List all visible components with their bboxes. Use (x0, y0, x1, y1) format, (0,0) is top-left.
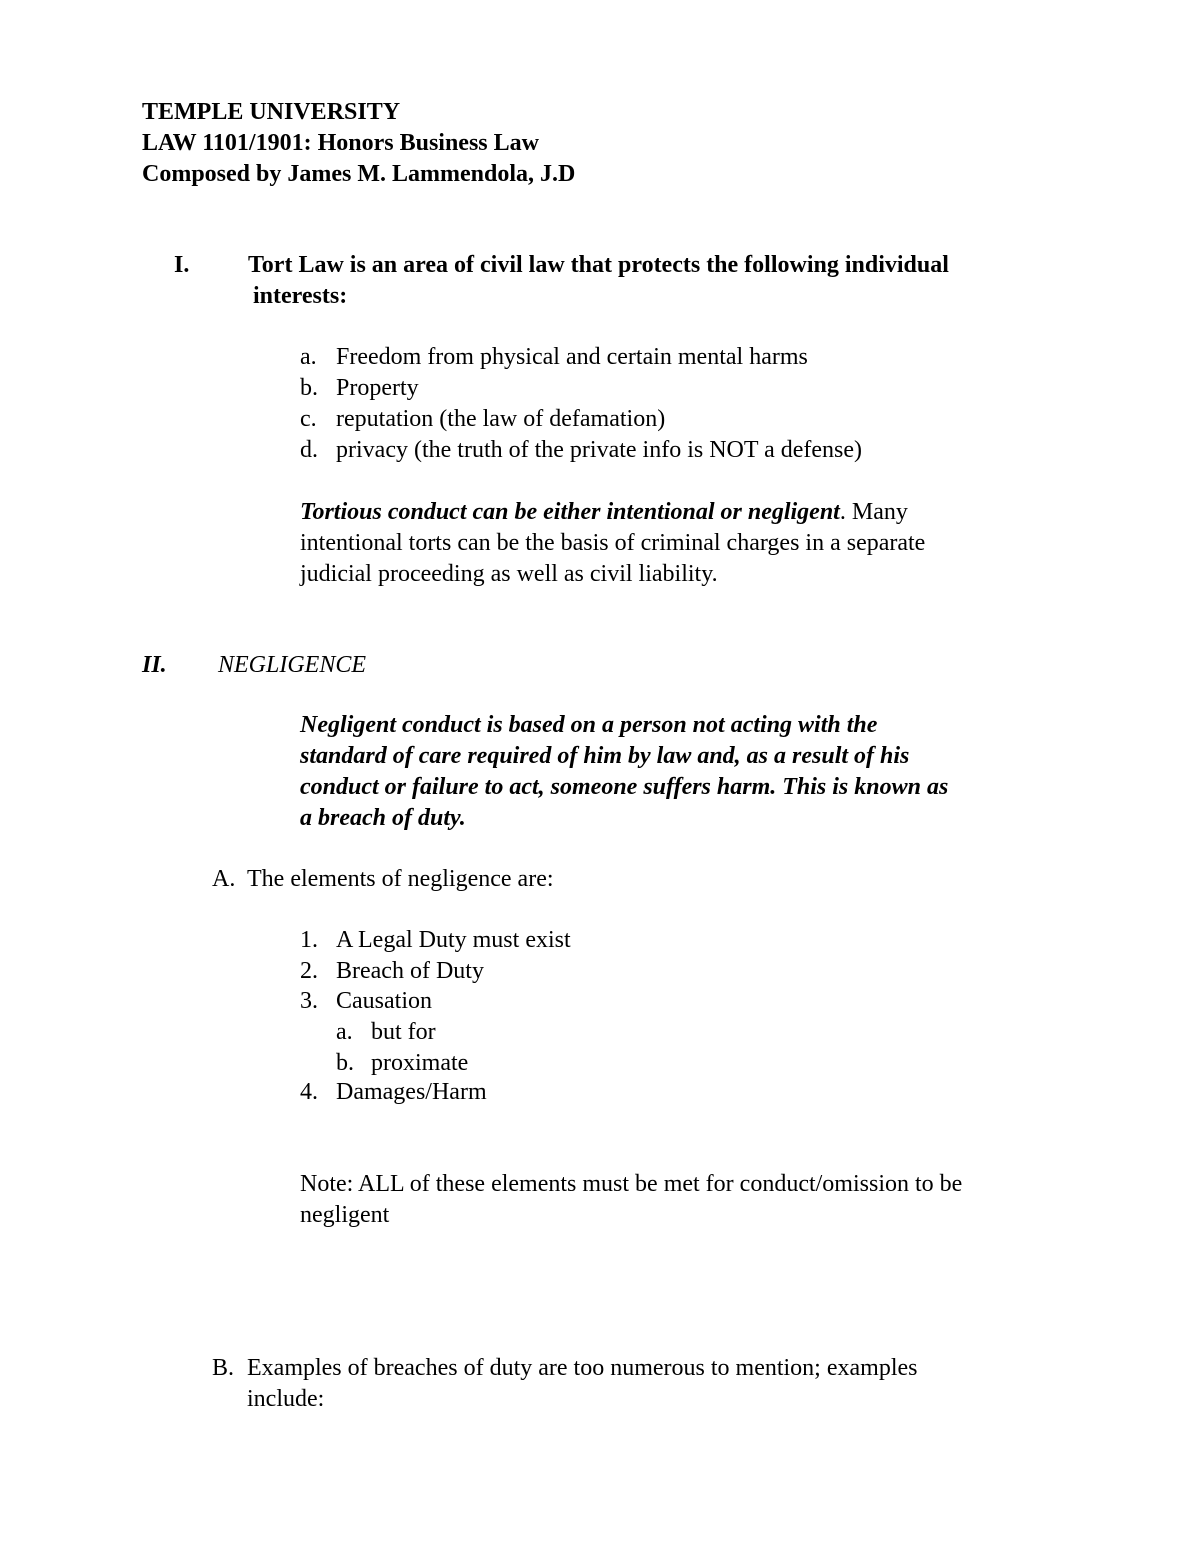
interest-item-a-marker: a. (300, 344, 317, 370)
element-4: Damages/Harm (336, 1079, 487, 1105)
element-2-marker: 2. (300, 958, 318, 984)
element-1-marker: 1. (300, 927, 318, 953)
note-line-1: Note: ALL of these elements must be met for conduct/omission to be (300, 1171, 963, 1197)
section-1-numeral: I. (174, 252, 190, 278)
subsection-a-heading: The elements of negligence are: (247, 866, 554, 892)
element-3-marker: 3. (300, 988, 318, 1014)
subsection-b-line-2: include: (247, 1386, 325, 1412)
negligence-definition-line-1: Negligent conduct is based on a person not acting with the (300, 712, 878, 738)
interest-item-b-marker: b. (300, 375, 318, 401)
document-title: TEMPLE UNIVERSITY (142, 99, 401, 125)
subsection-a-marker: A. (212, 866, 236, 892)
subsection-b-line-1: Examples of breaches of duty are too numerous to mention; examples (247, 1355, 918, 1381)
negligence-definition-line-4: a breach of duty. (300, 805, 466, 831)
section-2-numeral: II. (142, 652, 167, 678)
negligence-definition-line-2: standard of care required of him by law and, as a result of his (300, 743, 910, 769)
interest-item-c: reputation (the law of defamation) (336, 406, 666, 432)
interest-item-a: Freedom from physical and certain mental harms (336, 344, 808, 370)
section-1-heading-line-1: Tort Law is an area of civil law that protects the following individual (248, 252, 949, 278)
interest-item-d-marker: d. (300, 437, 318, 463)
author-line: Composed by James M. Lammendola, J.D (142, 161, 576, 187)
element-2: Breach of Duty (336, 958, 484, 984)
tortious-conduct-emphasis: Tortious conduct can be either intentional or negligent (300, 499, 840, 525)
causation-sub-a: but for (371, 1019, 436, 1045)
causation-sub-a-marker: a. (336, 1019, 353, 1045)
tortious-conduct-rest: . Many (839, 499, 908, 525)
course-title: LAW 1101/1901: Honors Business Law (142, 130, 539, 156)
section-1-heading-line-2: interests: (253, 283, 348, 309)
element-4-marker: 4. (300, 1079, 318, 1105)
interest-item-b: Property (336, 375, 419, 401)
causation-sub-b: proximate (371, 1050, 469, 1076)
negligence-definition-line-3: conduct or failure to act, someone suffers harm. This is known as (300, 774, 949, 800)
note-line-2: negligent (300, 1202, 390, 1228)
interest-item-d: privacy (the truth of the private info is NOT a defense) (336, 437, 863, 463)
tortious-conduct-paragraph-line-1 (300, 497, 908, 528)
subsection-b-marker: B. (212, 1355, 235, 1381)
causation-sub-b-marker: b. (336, 1050, 354, 1076)
tortious-conduct-paragraph-line-3: judicial proceeding as well as civil liability. (300, 561, 718, 587)
element-3: Causation (336, 988, 432, 1014)
section-2-heading: NEGLIGENCE (218, 652, 367, 678)
tortious-conduct-paragraph-line-2: intentional torts can be the basis of criminal charges in a separate (300, 530, 926, 556)
interest-item-c-marker: c. (300, 406, 317, 432)
element-1: A Legal Duty must exist (336, 927, 571, 953)
